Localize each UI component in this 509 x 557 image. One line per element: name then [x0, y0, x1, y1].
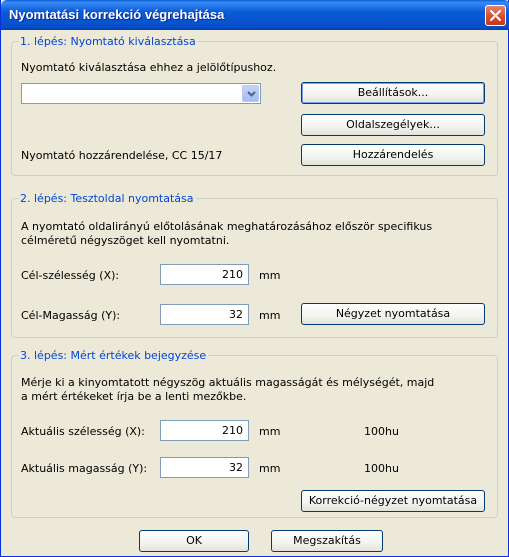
step3-instruction-line1: Mérje ki a kinyomtatott négyszög aktuális magasságát és mélységét, majd [21, 376, 435, 389]
printer-select[interactable] [21, 83, 261, 104]
chevron-down-icon [247, 91, 256, 97]
actual-width-input[interactable]: 210 [160, 420, 249, 441]
step3-title: 3. lépés: Mért értékek bejegyzése [20, 349, 207, 362]
actual-height-label: Aktuális magasság (Y): [21, 462, 148, 475]
assign-button[interactable]: Hozzárendelés [301, 144, 485, 166]
print-square-button[interactable]: Négyzet nyomtatása [301, 303, 485, 325]
step2-title: 2. lépés: Tesztoldal nyomtatása [20, 192, 194, 205]
ok-button[interactable]: OK [139, 530, 249, 552]
actual-height-input[interactable]: 32 [160, 457, 249, 478]
actual-height-hu: 100hu [364, 462, 399, 475]
actual-width-hu: 100hu [364, 425, 399, 438]
title-bar[interactable] [1, 0, 509, 30]
step1-instruction: Nyomtató kiválasztása ehhez a jelölőtípushoz. [21, 61, 277, 74]
cancel-button[interactable]: Megszakítás [271, 530, 383, 552]
printer-assignment-text: Nyomtató hozzárendelése, CC 15/17 [21, 149, 223, 162]
step3-instruction-line2: a mért értékeket írja be a lenti mezőkbe. [21, 390, 247, 403]
target-width-label: Cél-szélesség (X): [21, 269, 120, 282]
actual-width-label: Aktuális szélesség (X): [21, 425, 145, 438]
step2-instruction-line2: célméretű négyszöget kell nyomtatni. [21, 234, 230, 247]
page-margins-button[interactable]: Oldalszegélyek... [301, 114, 485, 136]
printer-select-dropdown[interactable] [242, 85, 259, 102]
window-title: Nyomtatási korrekció végrehajtása [9, 7, 225, 22]
target-width-unit: mm [259, 269, 281, 282]
settings-button[interactable]: Beállítások... [301, 82, 485, 104]
target-width-input[interactable]: 210 [160, 264, 249, 285]
close-button[interactable] [485, 5, 506, 26]
step1-title: 1. lépés: Nyomtató kiválasztása [20, 35, 196, 48]
target-height-unit: mm [259, 309, 281, 322]
target-height-label: Cél-Magasság (Y): [21, 309, 121, 322]
step2-instruction-line1: A nyomtató oldalirányú előtolásának meghatározásához először specifikus [21, 220, 433, 233]
actual-width-unit: mm [259, 425, 281, 438]
actual-height-unit: mm [259, 462, 281, 475]
print-correction-square-button[interactable]: Korrekció-négyzet nyomtatása [301, 490, 485, 512]
close-icon [490, 10, 501, 21]
target-height-input[interactable]: 32 [160, 304, 249, 325]
